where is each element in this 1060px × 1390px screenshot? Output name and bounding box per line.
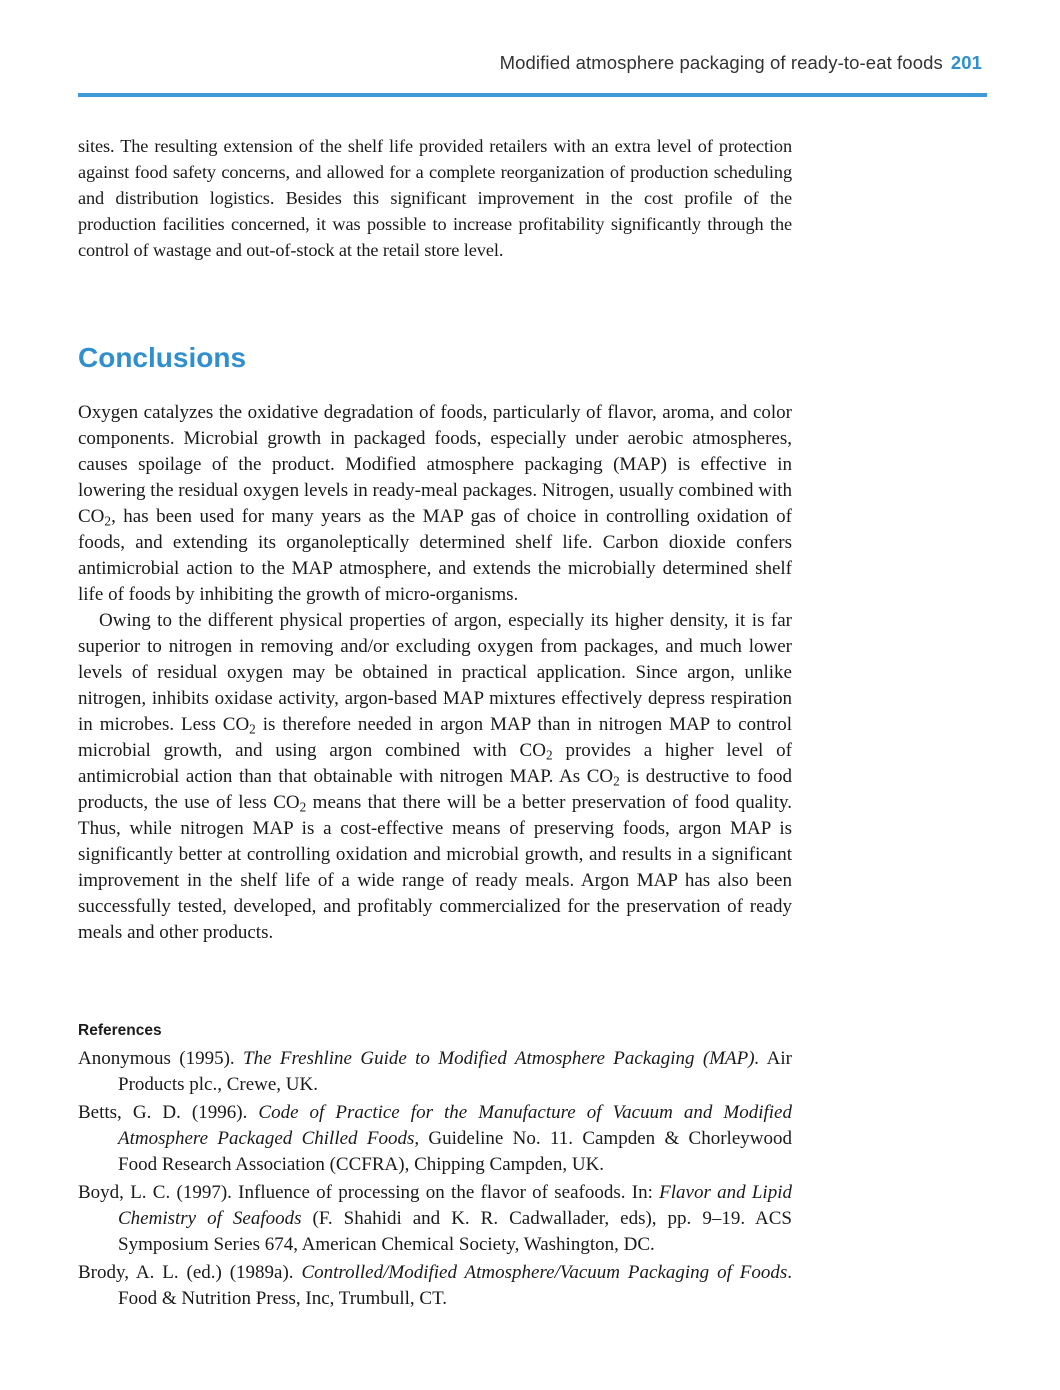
ref-details: Air Products plc., Crewe, UK. [118,1048,792,1095]
p2-text-d: is destructive to food products, the use of less CO [78,766,793,813]
running-header [78,52,982,74]
p2-text-c: provides a higher level of antimicrobial action than that obtainable with nitrogen MAP. As CO [78,740,793,787]
subscript-2: 2 [613,773,620,789]
ref-authors: Betts, G. D. (1996). [78,1102,259,1123]
ref-title: Controlled/Modified Atmosphere/Vacuum Packaging of Foods [301,1262,788,1283]
subscript-2: 2 [299,799,307,815]
ref-authors: Brody, A. L. (ed.) (1989a). [78,1262,302,1283]
conclusions-body [78,400,792,946]
ref-authors: Boyd, L. C. (1997). Influence of processing on the flavor of seafoods. In: [78,1182,660,1203]
references-heading: References [78,1022,162,1039]
references-list [78,1046,792,1314]
p1-text-a: Oxygen catalyzes the oxidative degradation of foods, particularly of flavor, aroma, and color components. Microbial growth in packaged foods, especially under aerobic atmospheres, causes spoilage of the product. Modified atmosphere packaging (MAP) is effective in lowering the residual oxygen levels in ready-meal packages. Nitrogen, usually combined with CO [78,402,792,527]
subscript-2: 2 [545,747,553,763]
section-heading-conclusions: Conclusions [78,342,247,373]
p2-text-e: means that there will be a better preservation of food quality. Thus, while nitrogen MAP is a cost-effective means of preserving foods, argon MAP is significantly better at controlling oxidation and microbial growth, and results in a significant improvement in the shelf life of a wide range of ready meals. Argon MAP has also been successfully tested, developed, and profitably commercialized for the preservation of ready meals and other products. [78,792,792,943]
reference-item [78,1180,792,1258]
running-title: Modified atmosphere packaging of ready-to-eat foods [499,52,943,73]
ref-details: . Food & Nutrition Press, Inc, Trumbull, CT. [118,1262,792,1309]
ref-details: (F. Shahidi and K. R. Cadwallader, eds), pp. 9–19. ACS Symposium Series 674, American Chemical Society, Washington, DC. [118,1208,792,1255]
p2-text-a: Owing to the different physical properties of argon, especially its higher density, it is far superior to nitrogen in removing and/or excluding oxygen from packages, and much lower levels of residual oxygen may be obtained in practical application. Since argon, unlike nitrogen, inhibits oxidase activity, argon-based MAP mixtures effectively depress respiration in microbes. Less CO [78,610,792,735]
reference-item [78,1100,792,1178]
ref-title: The Freshline Guide to Modified Atmosphere Packaging (MAP). [243,1048,760,1069]
header-rule [78,93,987,97]
subscript-2: 2 [104,513,112,529]
reference-item [78,1046,792,1098]
page-number: 201 [950,52,982,73]
ref-details: , Guideline No. 11. Campden & Chorleywood Food Research Association (CCFRA), Chipping Campden, UK. [118,1128,792,1175]
subscript-2: 2 [249,721,256,737]
ref-title: Code of Practice for the Manufacture of Vacuum and Modified Atmosphere Packaged Chilled Foods [118,1102,792,1149]
conclusions-paragraph-2 [78,608,792,946]
reference-item [78,1260,792,1312]
conclusions-paragraph-1 [78,400,792,608]
intro-paragraph: sites. The resulting extension of the shelf life provided retailers with an extra level of protection against food safety concerns, and allowed for a complete reorganization of production scheduling and distribution logistics. Besides this significant improvement in the cost profile of the production facilities concerned, it was possible to increase profitability significantly through the control of wastage and out-of-stock at the retail store level. [78,136,792,260]
ref-title: Flavor and Lipid Chemistry of Seafoods [118,1182,792,1229]
p1-text-b: , has been used for many years as the MAP gas of choice in controlling oxidation of foods, and extending its organoleptically determined shelf life. Carbon dioxide confers antimicrobial action to the MAP atmosphere, and extends the microbially determined shelf life of foods by inhibiting the growth of micro-organisms. [78,506,792,605]
ref-authors: Anonymous (1995). [78,1048,244,1069]
p2-text-b: is therefore needed in argon MAP than in nitrogen MAP to control microbial growth, and using argon combined with CO [78,714,792,761]
